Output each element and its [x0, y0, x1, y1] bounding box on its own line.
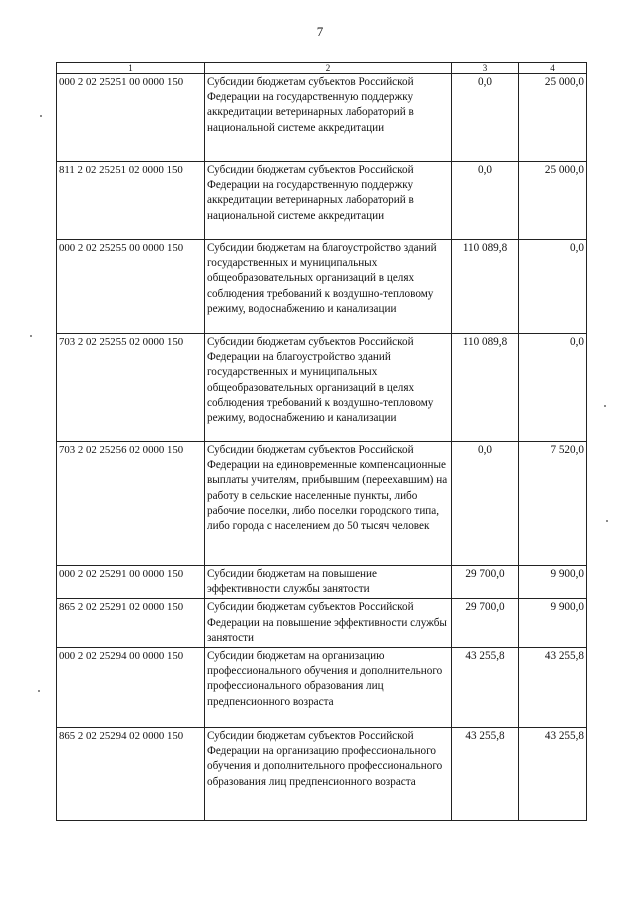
- table-row: [57, 334, 587, 442]
- budget-revenue-table: [56, 62, 587, 821]
- value-col4-cell: 9 900,0: [519, 566, 587, 599]
- scan-speck: [604, 405, 606, 407]
- value-col4-cell: 0,0: [519, 334, 587, 442]
- table-row: [57, 162, 587, 240]
- budget-code-cell: 703 2 02 25255 02 0000 150: [57, 334, 205, 442]
- description-cell: Субсидии бюджетам на организацию профессионального обучения и дополнительного профессионального образования лиц предпенсионного возраста: [205, 648, 452, 728]
- table-row: [57, 74, 587, 162]
- value-col3-cell: 110 089,8: [452, 334, 519, 442]
- value-col4-cell: 25 000,0: [519, 74, 587, 162]
- description-cell: Субсидии бюджетам субъектов Российской Федерации на государственную поддержку аккредитации ветеринарных лабораторий в национальной системе аккредитации: [205, 162, 452, 240]
- budget-code-cell: 811 2 02 25251 02 0000 150: [57, 162, 205, 240]
- table-row: [57, 728, 587, 821]
- column-header-1: 1: [57, 63, 205, 74]
- description-cell: Субсидии бюджетам субъектов Российской Федерации на благоустройство зданий государственных и муниципальных общеобразовательных организаций в целях соблюдения требований к воздушно-тепловому режиму, водоснабжению и канализации: [205, 334, 452, 442]
- budget-code-cell: 000 2 02 25255 00 0000 150: [57, 240, 205, 334]
- table-row: [57, 648, 587, 728]
- table-row: [57, 442, 587, 566]
- table-row: [57, 566, 587, 599]
- budget-code-cell: 865 2 02 25291 02 0000 150: [57, 599, 205, 648]
- budget-code-cell: 703 2 02 25256 02 0000 150: [57, 442, 205, 566]
- value-col3-cell: 29 700,0: [452, 566, 519, 599]
- scan-speck: [30, 335, 32, 337]
- value-col4-cell: 43 255,8: [519, 648, 587, 728]
- value-col4-cell: 43 255,8: [519, 728, 587, 821]
- budget-code-cell: 000 2 02 25294 00 0000 150: [57, 648, 205, 728]
- value-col3-cell: 110 089,8: [452, 240, 519, 334]
- description-cell: Субсидии бюджетам субъектов Российской Федерации на организацию профессионального обучения и дополнительного профессионального образования лиц предпенсионного возраста: [205, 728, 452, 821]
- table-row: [57, 240, 587, 334]
- value-col3-cell: 0,0: [452, 74, 519, 162]
- description-cell: Субсидии бюджетам субъектов Российской Федерации на государственную поддержку аккредитации ветеринарных лабораторий в национальной системе аккредитации: [205, 74, 452, 162]
- scan-speck: [606, 520, 608, 522]
- page-number: 7: [316, 24, 324, 39]
- table-body: [57, 74, 587, 821]
- value-col3-cell: 43 255,8: [452, 648, 519, 728]
- value-col3-cell: 43 255,8: [452, 728, 519, 821]
- value-col3-cell: 0,0: [452, 162, 519, 240]
- scan-speck: [38, 690, 40, 692]
- value-col3-cell: 29 700,0: [452, 599, 519, 648]
- budget-code-cell: 000 2 02 25291 00 0000 150: [57, 566, 205, 599]
- budget-code-cell: 865 2 02 25294 02 0000 150: [57, 728, 205, 821]
- budget-code-cell: 000 2 02 25251 00 0000 150: [57, 74, 205, 162]
- description-cell: Субсидии бюджетам субъектов Российской Федерации на единовременные компенсационные выплаты учителям, прибывшим (переехавшим) на работу в сельские населенные пункты, либо рабочие поселки, либо поселки городского типа, либо города с населением до 50 тысяч человек: [205, 442, 452, 566]
- table-row: [57, 599, 587, 648]
- column-header-2: 2: [205, 63, 452, 74]
- column-header-3: 3: [452, 63, 519, 74]
- value-col4-cell: 25 000,0: [519, 162, 587, 240]
- description-cell: Субсидии бюджетам субъектов Российской Федерации на повышение эффективности службы занятости: [205, 599, 452, 648]
- value-col3-cell: 0,0: [452, 442, 519, 566]
- scan-speck: [40, 115, 42, 117]
- table-header-row: [57, 63, 587, 74]
- description-cell: Субсидии бюджетам на повышение эффективности службы занятости: [205, 566, 452, 599]
- value-col4-cell: 9 900,0: [519, 599, 587, 648]
- value-col4-cell: 0,0: [519, 240, 587, 334]
- column-header-4: 4: [519, 63, 587, 74]
- description-cell: Субсидии бюджетам на благоустройство зданий государственных и муниципальных общеобразовательных организаций в целях соблюдения требований к воздушно-тепловому режиму, водоснабжению и канализации: [205, 240, 452, 334]
- value-col4-cell: 7 520,0: [519, 442, 587, 566]
